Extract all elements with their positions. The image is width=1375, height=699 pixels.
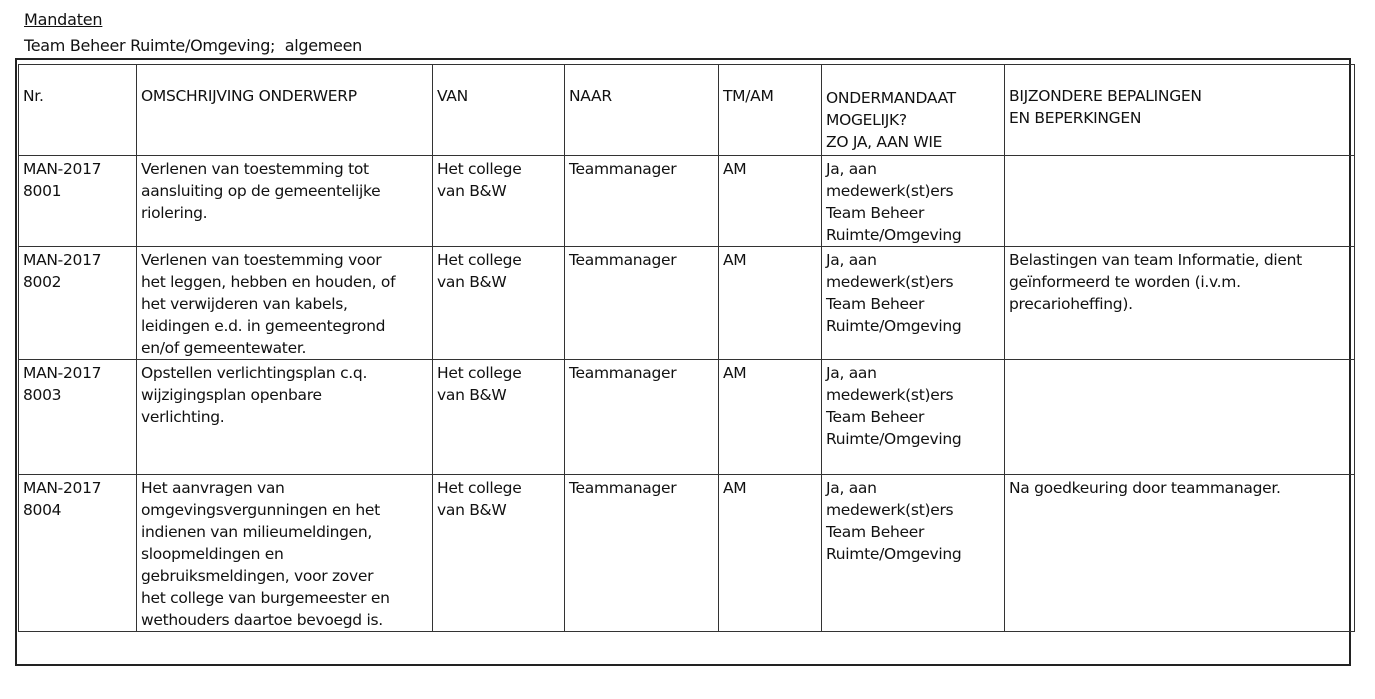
- cell-van: [433, 247, 565, 360]
- cell-ondermandaat: [822, 360, 1005, 475]
- cell-ondermandaat: [822, 156, 1005, 247]
- document-title: Mandaten: [24, 10, 103, 29]
- cell-omschrijving-text: Verlenen van toestemming tot aansluiting op de gemeentelijke riolering.: [141, 160, 381, 222]
- header-ondermandaat: [822, 65, 1005, 156]
- table-row: [19, 360, 1355, 475]
- table-header-row: [19, 65, 1355, 156]
- cell-tmam: [719, 247, 822, 360]
- cell-ondermandaat-text: Ja, aan medewerk(st)ers Team Beheer Ruimte/Omgeving: [826, 364, 962, 448]
- cell-tmam: [719, 360, 822, 475]
- cell-ondermandaat-text: Ja, aan medewerk(st)ers Team Beheer Ruimte/Omgeving: [826, 160, 962, 244]
- cell-ondermandaat-text: Ja, aan medewerk(st)ers Team Beheer Ruimte/Omgeving: [826, 251, 962, 335]
- cell-nr: [19, 360, 137, 475]
- table-row: [19, 247, 1355, 360]
- header-naar: [565, 65, 719, 156]
- cell-naar-text: Teammanager: [569, 251, 677, 269]
- mandaten-table: [18, 64, 1355, 632]
- cell-nr: [19, 475, 137, 632]
- document-subtitle: Team Beheer Ruimte/Omgeving; algemeen: [24, 36, 362, 55]
- cell-van-text: Het college van B&W: [437, 479, 522, 519]
- cell-omschrijving: [137, 247, 433, 360]
- cell-naar-text: Teammanager: [569, 364, 677, 382]
- cell-nr-text: MAN-2017 8001: [23, 160, 102, 200]
- cell-nr: [19, 156, 137, 247]
- cell-omschrijving: [137, 360, 433, 475]
- cell-van: [433, 156, 565, 247]
- header-bijzondere-label: BIJZONDERE BEPALINGEN EN BEPERKINGEN: [1009, 87, 1202, 127]
- cell-ondermandaat-text: Ja, aan medewerk(st)ers Team Beheer Ruimte/Omgeving: [826, 479, 962, 563]
- header-omschrijving: [137, 65, 433, 156]
- header-omschrijving-label: OMSCHRIJVING ONDERWERP: [141, 87, 357, 105]
- cell-bijzondere: [1005, 475, 1355, 632]
- cell-naar: [565, 475, 719, 632]
- cell-tmam: [719, 156, 822, 247]
- cell-omschrijving-text: Het aanvragen van omgevingsvergunningen en het indienen van milieumeldingen, sloopmeldingen en gebruiksmeldingen, voor zover het college van burgemeester en wethouders daartoe bevoegd is.: [141, 479, 390, 629]
- cell-naar: [565, 247, 719, 360]
- table-row: [19, 475, 1355, 632]
- cell-omschrijving-text: Opstellen verlichtingsplan c.q. wijzigingsplan openbare verlichting.: [141, 364, 368, 426]
- header-tmam: [719, 65, 822, 156]
- cell-omschrijving: [137, 156, 433, 247]
- cell-ondermandaat: [822, 247, 1005, 360]
- cell-nr-text: MAN-2017 8004: [23, 479, 102, 519]
- cell-tmam-text: AM: [723, 479, 747, 497]
- cell-van-text: Het college van B&W: [437, 160, 522, 200]
- header-naar-label: NAAR: [569, 87, 612, 105]
- cell-naar: [565, 360, 719, 475]
- header-van-label: VAN: [437, 87, 468, 105]
- cell-tmam-text: AM: [723, 251, 747, 269]
- cell-omschrijving-text: Verlenen van toestemming voor het leggen, hebben en houden, of het verwijderen van kabels, leidingen e.d. in gemeentegrond en/of gemeentewater.: [141, 251, 396, 357]
- cell-tmam-text: AM: [723, 160, 747, 178]
- header-van: [433, 65, 565, 156]
- table-row: [19, 156, 1355, 247]
- cell-naar-text: Teammanager: [569, 160, 677, 178]
- cell-naar-text: Teammanager: [569, 479, 677, 497]
- cell-tmam: [719, 475, 822, 632]
- cell-van: [433, 475, 565, 632]
- cell-nr: [19, 247, 137, 360]
- cell-ondermandaat: [822, 475, 1005, 632]
- cell-bijzondere: [1005, 156, 1355, 247]
- header-tmam-label: TM/AM: [723, 87, 774, 105]
- header-ondermandaat-label: ONDERMANDAAT MOGELIJK? ZO JA, AAN WIE: [826, 89, 956, 151]
- cell-omschrijving: [137, 475, 433, 632]
- cell-nr-text: MAN-2017 8003: [23, 364, 102, 404]
- cell-van-text: Het college van B&W: [437, 364, 522, 404]
- header-nr-label: Nr.: [23, 87, 44, 105]
- header-nr: [19, 65, 137, 156]
- cell-bijzondere-text: Na goedkeuring door teammanager.: [1009, 479, 1281, 497]
- cell-bijzondere: [1005, 247, 1355, 360]
- cell-van: [433, 360, 565, 475]
- header-bijzondere: [1005, 65, 1355, 156]
- cell-van-text: Het college van B&W: [437, 251, 522, 291]
- cell-bijzondere: [1005, 360, 1355, 475]
- cell-naar: [565, 156, 719, 247]
- cell-bijzondere-text: Belastingen van team Informatie, dient geïnformeerd te worden (i.v.m. precarioheffing).: [1009, 251, 1302, 313]
- cell-nr-text: MAN-2017 8002: [23, 251, 102, 291]
- cell-tmam-text: AM: [723, 364, 747, 382]
